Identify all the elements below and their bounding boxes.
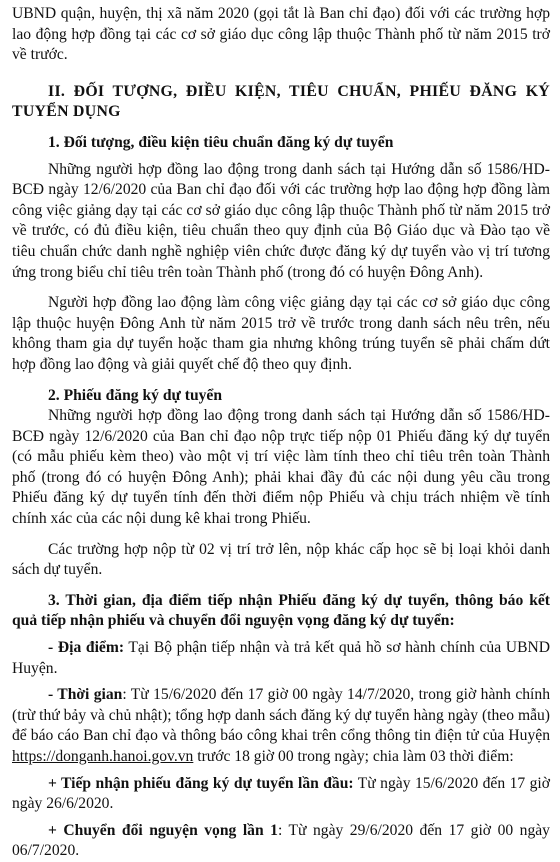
subsection-heading-3: 3. Thời gian, địa điểm tiếp nhận Phiếu đăng ký dự tuyển, thông báo kết quả tiếp nhận phiếu và chuyển đổi nguyện vọng đăng ký dự tuyển: [12,591,550,630]
subsection-heading-1: 1. Đối tượng, điều kiện tiêu chuẩn đăng ký dự tuyển [48,133,394,151]
first-intake-paragraph [12,774,550,815]
portal-link[interactable]: https://donganh.hanoi.gov.vn [12,748,194,765]
time-label: - Thời gian [48,686,123,704]
location-paragraph [12,638,550,679]
time-paragraph [12,685,550,767]
subsection-2-paragraph-1: Những người hợp đồng lao động trong danh sách tại Hướng dẫn số 1586/HD-BCĐ ngày 12/6/2020 của Ban chỉ đạo nộp trực tiếp nộp 01 Phiếu đăng ký dự tuyển (có mẫu phiếu kèm theo) vào một vị trí việc làm tính theo chỉ tiêu trên toàn Thành phố (trong đó có huyện Đông Anh); phải khai đầy đủ các nội dung yêu cầu trong Phiếu đăng ký dự tuyển tính đến thời điểm nộp Phiếu và chịu trách nhiệm về tính chính xác của các nội dung kê khai trong Phiếu. [12,407,550,528]
subsection-1-paragraph-2: Người hợp đồng lao động làm công việc giảng dạy tại các cơ sở giáo dục công lập thuộc huyện Đông Anh từ năm 2015 trở về trước trong danh sách nêu trên, nếu không tham gia dự tuyển hoặc tham gia nhưng không trúng tuyển sẽ phải chấm dứt hợp đồng lao động và giải quyết chế độ theo quy định. [12,294,550,373]
switch-preference-label: + Chuyển đổi nguyện vọng lần 1 [48,821,278,839]
time-text-part-1: : Từ 15/6/2020 đến 17 giờ 00 ngày 14/7/2020, trong giờ hành chính (trừ thứ bảy và chủ nhật); tổng hợp danh sách đăng ký dự tuyển hàng ngày (theo mẫu) để báo cáo Ban chỉ đạo và thông báo công khai trên cổng thông tin điện tử của Huyện [12,686,550,745]
first-intake-text: Từ ngày 15/6/2020 đến 17 giờ ngày 26/6/2020. [12,774,551,813]
switch-preference-text: : Từ ngày 29/6/2020 đến 17 giờ 00 ngày 06/7/2020. [12,821,550,860]
subsection-heading-2: 2. Phiếu đăng ký dự tuyển [48,386,223,404]
location-label: - Địa điểm: [48,639,125,657]
first-intake-label: + Tiếp nhận phiếu đăng ký dự tuyển lần đầu: [48,774,354,792]
switch-preference-paragraph [12,821,550,862]
time-text-part-2: trước 18 giờ 00 trong ngày; chia làm 03 thời điểm: [193,748,514,765]
subsection-1-paragraph-1: Những người hợp đồng lao động trong danh sách tại Hướng dẫn số 1586/HD-BCĐ ngày 12/6/2020 của Ban chỉ đạo đối với các trường hợp lao động hợp đồng làm công việc giảng dạy tại các cơ sở giáo dục công lập thuộc Thành phố từ năm 2015 trở về trước, có đủ điều kiện, tiêu chuẩn theo quy định của Bộ Giáo dục và Đào tạo về tiêu chuẩn chức danh nghề nghiệp viên chức được đăng ký dự tuyển vào vị trí tương ứng trong biểu chỉ tiêu trên toàn Thành phố (trong đó có huyện Đông Anh). [12,160,550,281]
intro-paragraph: UBND quận, huyện, thị xã năm 2020 (gọi tắt là Ban chỉ đạo) đối với các trường hợp lao động hợp đồng tại các cơ sở giáo dục công lập thuộc Thành phố từ năm 2015 trở về trước. [12,5,550,64]
location-text: Tại Bộ phận tiếp nhận và trả kết quả hồ sơ hành chính của UBND Huyện. [12,639,550,677]
section-heading-ii: II. ĐỐI TƯỢNG, ĐIỀU KIỆN, TIÊU CHUẨN, PHIẾU ĐĂNG KÝ TUYỂN DỤNG [12,82,550,121]
subsection-2-paragraph-2: Các trường hợp nộp từ 02 vị trí trở lên, nộp khác cấp học sẽ bị loại khỏi danh sách dự tuyển. [12,540,550,579]
